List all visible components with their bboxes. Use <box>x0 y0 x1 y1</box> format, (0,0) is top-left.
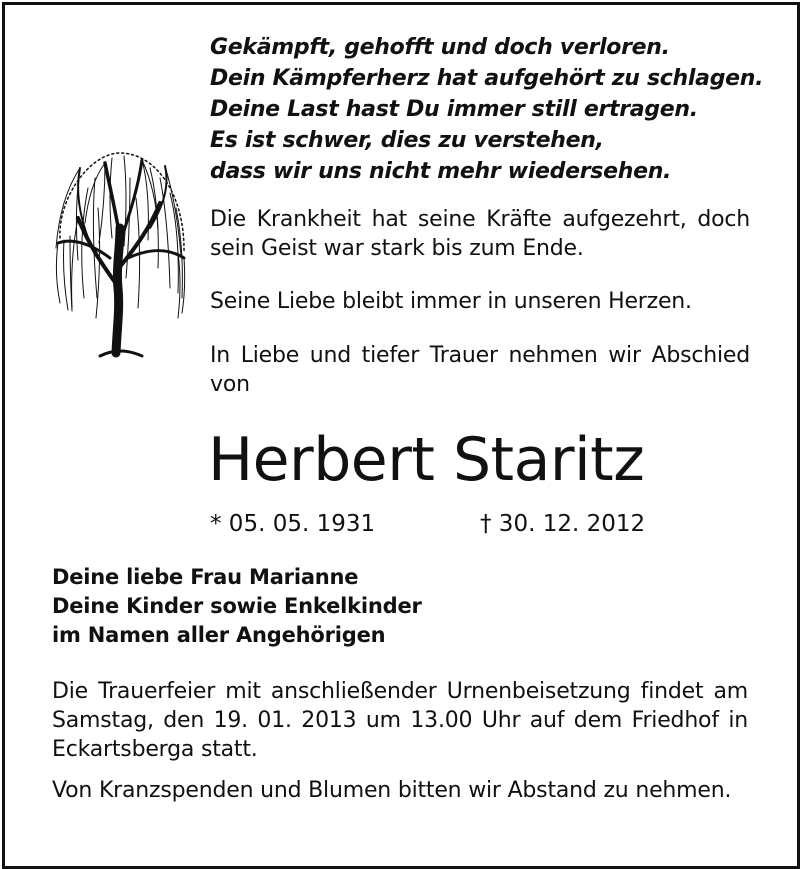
poem-line: Gekämpft, gehofft und doch verloren. <box>210 35 670 60</box>
poem-line: Deine Last hast Du immer still ertragen. <box>210 97 698 122</box>
birth-date: * 05. 05. 1931 <box>210 511 376 537</box>
death-date: † 30. 12. 2012 <box>480 511 646 537</box>
poem-line: Dein Kämpferherz hat aufgehört zu schlagen. <box>210 66 764 91</box>
ceremony-paragraph: Die Trauerfeier mit anschließender Urnenbeisetzung findet am Samstag, den 19. 01. 2013 um 13.00 Uhr auf dem Friedhof in Eckartsberga statt. <box>52 679 748 762</box>
mourner-line: Deine liebe Frau Marianne <box>52 565 359 589</box>
mourner-line: Deine Kinder sowie Enkelkinder <box>52 594 422 618</box>
deceased-name: Herbert Staritz <box>208 425 645 495</box>
poem <box>210 32 763 187</box>
farewell-paragraph: In Liebe und tiefer Trauer nehmen wir Abschied von <box>210 343 750 397</box>
love-paragraph: Seine Liebe bleibt immer in unseren Herzen. <box>210 289 692 314</box>
flowers-note-paragraph: Von Kranzspenden und Blumen bitten wir Abstand zu nehmen. <box>52 778 732 803</box>
illness-paragraph: Die Krankheit hat seine Kräfte aufgezehrt, doch sein Geist war stark bis zum Ende. <box>210 207 750 261</box>
poem-line: dass wir uns nicht mehr wiedersehen. <box>210 159 672 184</box>
mourner-line: im Namen aller Angehörigen <box>52 623 386 647</box>
poem-line: Es ist schwer, dies zu verstehen, <box>210 128 604 153</box>
mourners-block <box>52 563 422 650</box>
weeping-willow-tree-icon <box>50 148 190 360</box>
